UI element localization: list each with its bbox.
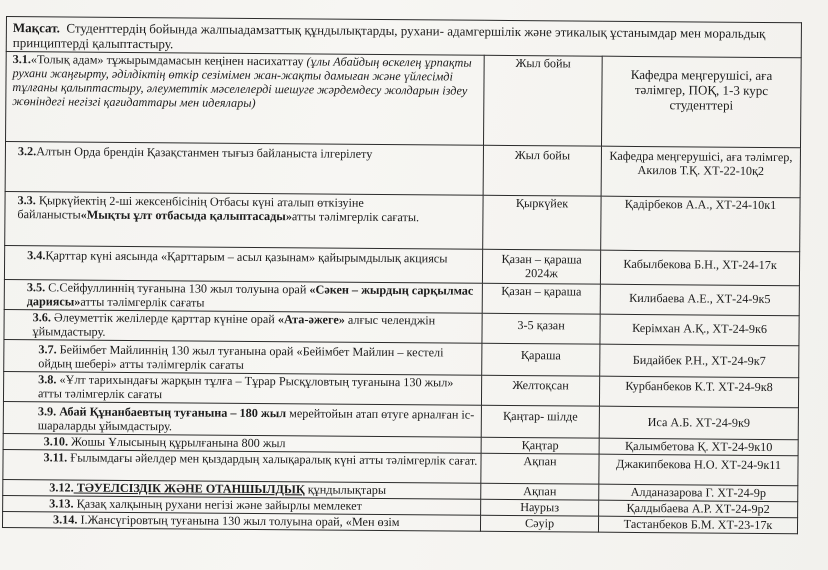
row-number: 3.2.	[17, 144, 37, 159]
responsible-text: Кафедра меңгерушісі, аға тәлімгер,	[609, 148, 793, 165]
event-title: Қарттар күні аясында «Қарттарым – асыл қазынам» қайырымдылық акциясы	[45, 248, 448, 266]
event-title-rest: құндылықтары	[304, 482, 387, 497]
plan-sheet	[2, 16, 801, 534]
row-number: 3.1.	[12, 52, 31, 67]
event-title: Қыркүйектің 2-ші жексенбісінің Отбасы күні аталып өткізуіне байланысты	[17, 193, 364, 222]
responsible-cell: Тастанбеков Б.М. ХТ-23-17к	[598, 516, 797, 534]
date-cell: Желтоқсан	[481, 375, 599, 406]
event-title: Жошы Ұлысының құрылғанына 800 жыл	[67, 434, 286, 451]
event-cell	[5, 191, 483, 249]
row-number: 3.7.	[38, 342, 57, 357]
date-cell: Ақпан	[481, 483, 599, 500]
table-row	[6, 52, 802, 148]
event-title: Алтын Орда брендін Қазақстанмен тығыз байланыста ілгерілету	[36, 144, 373, 161]
event-title-rest: атты тәлімгерлік сағаты.	[291, 209, 420, 225]
event-title: С.Сейфуллиннің туғанына 130 жыл толуына орай	[45, 280, 310, 297]
row-number: 3.3.	[17, 193, 36, 208]
event-title: Ғылымдағы әйелдер мен қыздардың халықаралық күні атты тәлімгерлік сағат.	[67, 450, 478, 468]
date-cell: Жыл бойы	[483, 145, 601, 196]
responsible-cell: Бидайбек Р.Н., ХТ-24-9к7	[600, 344, 799, 378]
row-number: 3.5.	[26, 280, 46, 295]
event-title-rest: мерейтойын атап өтуге арналған іс-шараларды ұйымдастыру.	[37, 406, 475, 434]
responsible-cell: Қалымбетова Қ. ХТ-24-9к10	[599, 438, 798, 456]
event-title: Әлеуметтік желілерде қарттар күніне орай	[50, 310, 278, 327]
event-title-bold: «Сәкен – жырдың сарқылмас дариясы»	[26, 282, 474, 309]
event-cell	[3, 401, 481, 437]
responsible-cell: Қадірбеков А.А., ХТ-24-10к1	[601, 196, 800, 252]
responsible-cell: Қалдыбаева А.Р. ХТ-24-9р2	[599, 500, 798, 518]
responsible-cell: Килибаева А.Е., ХТ-24-9к5	[600, 284, 799, 316]
responsible-cell: Кабылбекова Б.Н., ХТ-24-17к	[600, 250, 799, 286]
event-title-rest: алғыс челенджін ұйымдастыру.	[32, 312, 436, 339]
event-cell	[4, 245, 482, 283]
date-cell: Қазан – қараша	[482, 283, 600, 314]
row-number: 3.6.	[32, 310, 51, 325]
event-title: «Толық адам» тұжырымдамасын кеңінен насихаттау	[30, 52, 304, 69]
goal-text: Студенттердің бойында жалпыадамзаттық құндылықтарды, рухани- адамгершілік және этикалық ұстанымдар мен моральдық принциптерді қалыптастыру.	[12, 20, 766, 52]
date-cell: Қаңтар- шілде	[481, 405, 599, 438]
responsible-cell: Курбанбеков К.Т. ХТ-24-9к8	[599, 376, 798, 408]
activity-plan-table	[2, 16, 802, 534]
date-cell: Наурыз	[481, 499, 599, 516]
row-number: 3.9.	[37, 404, 57, 419]
event-cell	[4, 339, 482, 375]
date-cell: 3-5 қазан	[482, 313, 600, 344]
date-cell: Қазан – қараша 2024ж	[482, 249, 600, 284]
event-cell	[6, 52, 485, 146]
event-note: (ұлы Абайдың өскелең ұрпақты рухани жаңғырту, әділдіктің өткір сезімімен жан-жақты дамыған және үйлесімді тұлғаны қалыптастыру, әлеуметтік мәселелерді шешуге жәрдемдесу жолдарын іздеу жөніндегі негізгі қағидаттары мен идеялары)	[12, 54, 472, 110]
event-title-bold: «Мықты ұлт отбасыда қалыптасады»	[80, 207, 293, 224]
event-title-bold: «Ата-әжеге»	[277, 312, 345, 327]
responsible-cell: Иса А.Б. ХТ-24-9к9	[599, 406, 798, 440]
row-number: 3.13.	[49, 496, 74, 511]
event-cell	[2, 511, 480, 531]
table-row	[5, 142, 800, 198]
event-title-rest: атты тәлімгерлік сағаты	[80, 294, 205, 310]
event-cell	[3, 371, 481, 405]
responsible-cell: Алданазарова Г. ХТ-24-9р	[599, 484, 798, 502]
event-title: І.Жансүгіровтың туғанына 130 жыл толуына орай, «Мен өзім	[77, 512, 400, 530]
event-cell	[3, 449, 481, 483]
event-cell	[5, 142, 483, 196]
table-row	[5, 191, 800, 251]
responsible-cell	[601, 56, 801, 148]
date-cell: Қараша	[482, 343, 600, 376]
goal-label: Мақсат.	[12, 20, 60, 36]
row-number: 3.4.	[27, 248, 46, 263]
row-number: 3.14.	[52, 512, 78, 527]
event-title: Қазақ халқының рухани негізі және зайырлы мемлекет	[73, 496, 363, 513]
responsible-person: Акилов Т.Қ. ХТ-22-10қ2	[637, 162, 765, 178]
event-title: «Ұлт тарихындағы жарқын тұлға – Тұрар Рысқұловтың туғанына 130 жыл» атты тәлімгерлік сағаты	[37, 372, 454, 402]
event-title-bold: Абай Құнанбаевтың туғанына – 180 жыл	[56, 404, 287, 421]
responsible-cell	[601, 146, 800, 198]
responsible-cell: Джакипбекова Н.О. ХТ-24-9к11	[599, 454, 798, 486]
date-cell: Ақпан	[481, 453, 599, 484]
date-cell: Жыл бойы	[483, 55, 602, 146]
date-cell: Қаңтар	[481, 437, 599, 454]
row-number: 3.8.	[38, 372, 57, 387]
event-title: Бейімбет Майлиннің 130 жыл туғанына орай «Бейімбет Майлин – кестелі ойдың шебері» атты тәлімгерлік сағаты	[38, 342, 444, 372]
row-number: 3.12.	[49, 480, 74, 495]
row-number: 3.11.	[43, 450, 68, 465]
row-number: 3.10.	[43, 434, 69, 449]
event-cell	[4, 279, 482, 313]
responsible-text: Кафедра меңгерушісі, аға тәлімгер, ПОҚ, 1-3 курс студенттері	[630, 66, 773, 113]
date-cell: Қыркүйек	[483, 195, 601, 250]
event-cell	[4, 309, 482, 343]
date-cell: Сәуір	[480, 515, 598, 532]
event-title-bold: ТӘУЕЛСІЗДІК ЖӘНЕ ОТАНШЫЛДЫҚ	[73, 480, 305, 497]
responsible-cell: Керімхан А.Қ., ХТ-24-9к6	[600, 314, 799, 346]
